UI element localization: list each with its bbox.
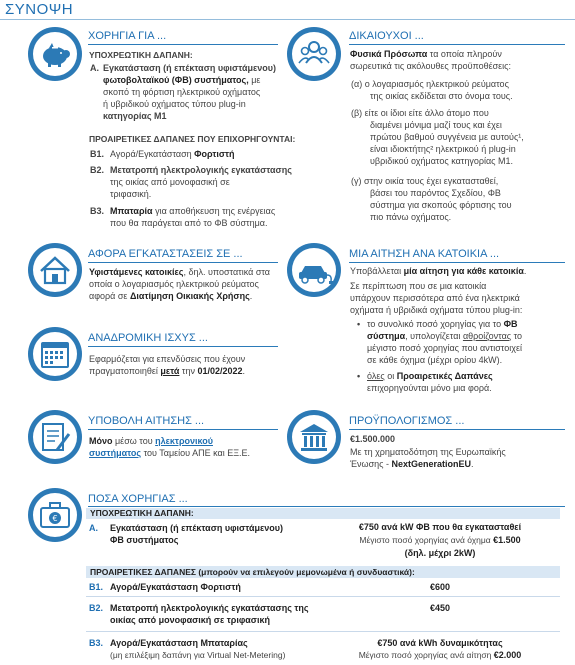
item-code-b2: Β2. [90, 165, 105, 175]
item-b1-text: Αγορά/Εγκατάσταση Φορτιστή [110, 149, 235, 159]
item-a-line4: ή υβριδικού οχήματος τύπου plug-in [103, 99, 246, 109]
installations-title: ΑΦΟΡΑ ΕΓΚΑΤΑΣΤΑΣΕΙΣ ΣΕ ... [88, 248, 243, 260]
one-application-line3: υπάρχουν περισσότερα από ένα ηλεκτρικά [350, 293, 520, 303]
table-row-b2-val: €450 [429, 603, 451, 613]
mandatory-heading: ΥΠΟΧΡΕΩΤΙΚΗ ΔΑΠΑΝΗ: [89, 50, 193, 60]
item-b2-line3: τριφασική. [110, 189, 152, 199]
beneficiaries-rule [349, 44, 565, 45]
sponsorship-rule [88, 44, 278, 45]
retroactive-badge [28, 327, 82, 381]
condition-b-line5: υβριδικού οχήματος κατηγορίας Μ1. [370, 156, 514, 166]
submission-title: ΥΠΟΒΟΛΗ ΑΙΤΗΣΗΣ ... [88, 415, 205, 427]
bullet1-line4: σε κάθε όχημα (μέχρι ορίου 4kW). [367, 355, 503, 365]
svg-text:€: € [52, 514, 58, 523]
bullet2-line2: επιχορηγούνται μόνο μια φορά. [367, 383, 492, 393]
table-row-a-code: A. [89, 523, 98, 533]
condition-b-line3: πρώτου βαθμού συγγένεια με αυτούς¹, [370, 132, 524, 142]
optional-heading: ΠΡΟΑΙΡΕΤΙΚΕΣ ΔΑΠΑΝΕΣ ΠΟΥ ΕΠΙΧΟΡΗΓΟΥΝΤΑΙ: [89, 134, 296, 144]
one-application-line4: οχήματα ή υβριδικά οχήματα τύπου plug-in: [350, 305, 523, 315]
installations-rule [88, 262, 278, 263]
one-application-line1: Υποβάλλεται μία αίτηση για κάθε κατοικία. [350, 266, 527, 276]
item-code-a: A. [90, 63, 99, 73]
retroactive-line2: πραγματοποιηθεί μετά την 01/02/2022. [89, 366, 246, 376]
table-row-a-desc2: ΦΒ συστήματος [110, 535, 179, 545]
online-system-link[interactable]: ηλεκτρονικού [155, 436, 213, 446]
condition-c-line3: σύστημα για σκοπούς φόρτισης του [370, 200, 512, 210]
table-row-divider [86, 596, 560, 597]
submission-badge [28, 410, 82, 464]
online-system-link-2[interactable]: συστήματος [89, 448, 142, 458]
submission-line1: Μόνο μέσω του ηλεκτρονικού [89, 436, 213, 446]
beneficiaries-title: ΔΙΚΑΙΟΥΧΟΙ ... [349, 30, 424, 42]
budget-line3: Ένωσης - NextGenerationEU. [350, 459, 474, 469]
bullet2-line1: όλες οι Προαιρετικές Δαπάνες [367, 371, 493, 381]
condition-a-line1: (α) ο λογαριασμός ηλεκτρικού ρεύματος [351, 79, 509, 89]
bullet-2: • [357, 371, 361, 381]
people-group-icon [287, 27, 341, 81]
table-row-a-val2: Μέγιστο ποσό χορηγίας ανά όχημα €1.500 [359, 535, 521, 545]
condition-c-line1: (γ) στην οικία τους έχει εγκατασταθεί, [351, 176, 499, 186]
table-row-b3-code: Β3. [89, 638, 104, 648]
condition-b-line4: είναι ιδιοκτήτης² ηλεκτρικού ή plug-in [370, 144, 516, 154]
item-a-line3: σκοπό τη φόρτιση ηλεκτρικού οχήματος [103, 87, 261, 97]
page-title: ΣΥΝΟΨΗ [5, 1, 74, 18]
table-row-b3-val2: Μέγιστο ποσό χορηγίας ανά αίτηση €2.000 [358, 650, 522, 660]
installations-line1: Υφιστάμενες κατοικίες, δηλ. υποστατικά στα [89, 267, 270, 277]
house-icon [28, 243, 82, 297]
bank-building-icon [287, 410, 341, 464]
title-divider [0, 19, 575, 20]
item-a-line1: Εγκατάσταση (ή επέκταση υφιστάμενου) [103, 63, 277, 73]
calendar-icon [28, 327, 82, 381]
table-row-b2-desc1: Μετατροπή ηλεκτρολογικής εγκατάστασης της [110, 603, 309, 613]
table-row-b1-code: Β1. [89, 582, 104, 592]
table-row-divider [86, 631, 560, 632]
installations-line3: αφορά σε Διατίμηση Οικιακής Χρήσης. [89, 291, 253, 301]
installations-badge [28, 243, 82, 297]
item-a-line2: φωτοβολταϊκού (ΦΒ) συστήματος, με [103, 75, 261, 85]
item-code-b3: Β3. [90, 206, 105, 216]
item-b3-line2: που θα παράγεται από το ΦΒ σύστημα. [110, 218, 268, 228]
car-charging-icon [287, 243, 341, 297]
submission-rule [88, 429, 278, 430]
table-row-a-val1: €750 ανά kW ΦΒ που θα εγκατασταθεί [358, 522, 522, 532]
beneficiaries-intro-line2: σωρευτικά τις ακόλουθες προϋποθέσεις: [350, 61, 512, 71]
table-row-a-val3: (δηλ. μέχρι 2kW) [404, 548, 476, 558]
beneficiaries-badge [287, 27, 341, 81]
submission-line2: συστήματος του Ταμείου ΑΠΕ και ΕΞ.Ε. [89, 448, 251, 458]
bullet-1: • [357, 319, 361, 329]
bullet1-line1: το συνολικό ποσό χορηγίας για το ΦΒ [367, 319, 518, 329]
one-application-rule [349, 262, 565, 263]
document-pen-icon [28, 410, 82, 464]
retroactive-line1: Εφαρμόζεται για επενδύσεις που έχουν [89, 354, 246, 364]
how-much-rule [88, 506, 565, 507]
table-row-b3-val1: €750 ανά kWh δυναμικότητας [377, 638, 503, 648]
condition-c-line2: βάσει του παρόντος Σχεδίου, ΦΒ [370, 188, 501, 198]
table-mandatory-heading: ΥΠΟΧΡΕΩΤΙΚΗ ΔΑΠΑΝΗ: [86, 508, 560, 519]
beneficiaries-intro: Φυσικά Πρόσωπα τα οποία πληρούν [350, 49, 502, 59]
bullet1-line3: μέγιστο ποσό χορηγίας που αντιστοιχεί [367, 343, 522, 353]
one-application-badge [287, 243, 341, 297]
item-code-b1: Β1. [90, 149, 105, 159]
how-much-title: ΠΟΣΑ ΧΟΡΗΓΙΑΣ ... [88, 493, 188, 505]
sponsorship-title: ΧΟΡΗΓΙΑ ΓΙΑ ... [88, 30, 167, 42]
table-row-b2-code: Β2. [89, 603, 104, 613]
table-row-b1-val: €600 [429, 582, 451, 592]
bullet1-line2: σύστημα, υπολογίζεται αθροίζοντας το [367, 331, 523, 341]
one-application-title: ΜΙΑ ΑΙΤΗΣΗ ΑΝΑ ΚΑΤΟΙΚΙΑ ... [349, 248, 500, 260]
installations-line2: οποία ο λογαριασμός ηλεκτρικού ρεύματος [89, 279, 259, 289]
budget-line2: Με τη χρηματοδότηση της Ευρωπαϊκής [350, 447, 506, 457]
table-optional-heading: ΠΡΟΑΙΡΕΤΙΚΕΣ ΔΑΠΑΝΕΣ (μπορούν να επιλεγούν μεμονωμένα ή συνδυαστικά): [86, 566, 560, 578]
how-much-badge [28, 488, 82, 542]
one-application-line2: Σε περίπτωση που σε μια κατοικία [350, 281, 487, 291]
item-b2-line1: Μετατροπή ηλεκτρολογικής εγκατάστασης [110, 165, 292, 175]
retroactive-rule [88, 346, 278, 347]
condition-c-line4: πιο πάνω οχήματος. [370, 212, 452, 222]
condition-b-line2: διαμένει μόνιμα μαζί τους και έχει [370, 120, 502, 130]
condition-b-line1: (β) είτε οι ίδιοι είτε άλλο άτομο που [351, 108, 489, 118]
piggy-bank-icon [28, 27, 82, 81]
table-row-a-desc1: Εγκατάσταση (ή επέκταση υφιστάμενου) [110, 523, 284, 533]
sponsorship-badge [28, 27, 82, 81]
item-b3-line1: Μπαταρία για αποθήκευση της ενέργειας [110, 206, 276, 216]
table-row-b2-desc2: οικίας από μονοφασική σε τριφασική [110, 615, 270, 625]
briefcase-euro-icon [28, 488, 82, 542]
table-row-b3-desc1: Αγορά/Εγκατάσταση Μπαταρίας [110, 638, 248, 648]
budget-amount: €1.500.000 [350, 434, 396, 444]
item-b2-line2: της οικίας από μονοφασική σε [110, 177, 230, 187]
table-row-b3-desc2: (μη επιλέξιμη δαπάνη για Virtual Net-Metering) [110, 650, 286, 660]
budget-rule [349, 429, 565, 430]
budget-title: ΠΡΟΫΠΟΛΟΓΙΣΜΟΣ ... [349, 415, 465, 427]
table-row-b1-desc: Αγορά/Εγκατάσταση Φορτιστή [110, 582, 241, 592]
condition-a-line2: της οικίας εκδίδεται στο όνομα τους. [370, 91, 513, 101]
retroactive-title: ΑΝΑΔΡΟΜΙΚΗ ΙΣΧΥΣ ... [88, 332, 208, 344]
budget-badge [287, 410, 341, 464]
item-a-line5: κατηγορίας Μ1 [103, 111, 167, 121]
